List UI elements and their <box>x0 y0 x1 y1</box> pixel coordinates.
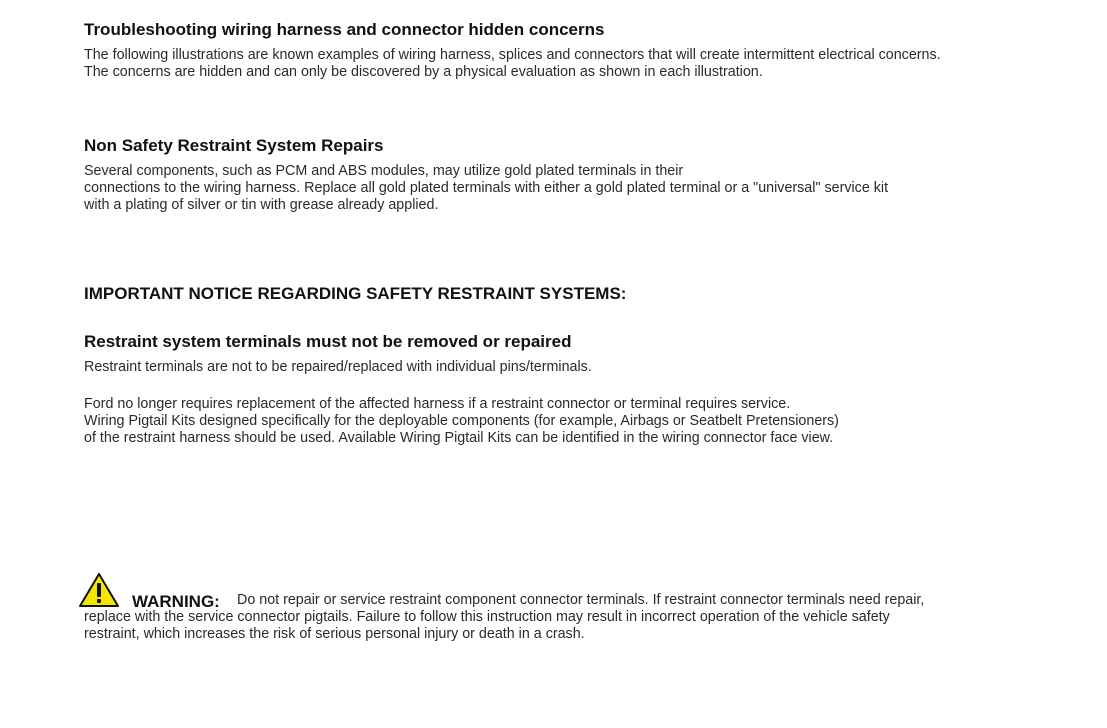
paragraph-line: with a plating of silver or tin with grease already applied. <box>84 197 439 213</box>
warning-triangle-icon <box>78 572 120 608</box>
section-heading-important-notice: IMPORTANT NOTICE REGARDING SAFETY RESTRAINT SYSTEMS: <box>84 284 627 303</box>
paragraph-line: Several components, such as PCM and ABS modules, may utilize gold plated terminals in their <box>84 163 684 179</box>
section-heading-non-safety: Non Safety Restraint System Repairs <box>84 136 384 155</box>
paragraph-line: replace with the service connector pigtails. Failure to follow this instruction may result in incorrect operation of the vehicle safety <box>84 609 890 625</box>
paragraph-line: restraint, which increases the risk of serious personal injury or death in a crash. <box>84 626 585 642</box>
paragraph-line: The concerns are hidden and can only be discovered by a physical evaluation as shown in each illustration. <box>84 64 763 80</box>
warning-label: WARNING: <box>132 592 220 611</box>
paragraph-line: Wiring Pigtail Kits designed specifically for the deployable components (for example, Airbags or Seatbelt Pretensioners) <box>84 413 839 429</box>
paragraph-non-safety <box>84 163 888 214</box>
section-heading-troubleshooting: Troubleshooting wiring harness and connector hidden concerns <box>84 20 605 39</box>
paragraph-line: connections to the wiring harness. Replace all gold plated terminals with either a gold plated terminal or a "universal" service kit <box>84 180 889 196</box>
section-heading-restraint-terminals: Restraint system terminals must not be removed or repaired <box>84 332 572 351</box>
paragraph-line: Restraint terminals are not to be repaired/replaced with individual pins/terminals. <box>84 359 592 375</box>
paragraph-line: of the restraint harness should be used. Available Wiring Pigtail Kits can be identified in the wiring connector face view. <box>84 430 834 446</box>
warning-text <box>84 609 890 643</box>
paragraph-restraint-intro <box>84 359 592 376</box>
paragraph-line: Ford no longer requires replacement of the affected harness if a restraint connector or terminal requires service. <box>84 396 791 412</box>
paragraph-restraint-details <box>84 396 839 447</box>
paragraph-line: The following illustrations are known examples of wiring harness, splices and connectors that will create intermittent electrical concerns. <box>84 47 941 63</box>
paragraph-troubleshooting <box>84 47 941 81</box>
warning-text-first-line: Do not repair or service restraint component connector terminals. If restraint connector terminals need repair, <box>237 592 925 608</box>
